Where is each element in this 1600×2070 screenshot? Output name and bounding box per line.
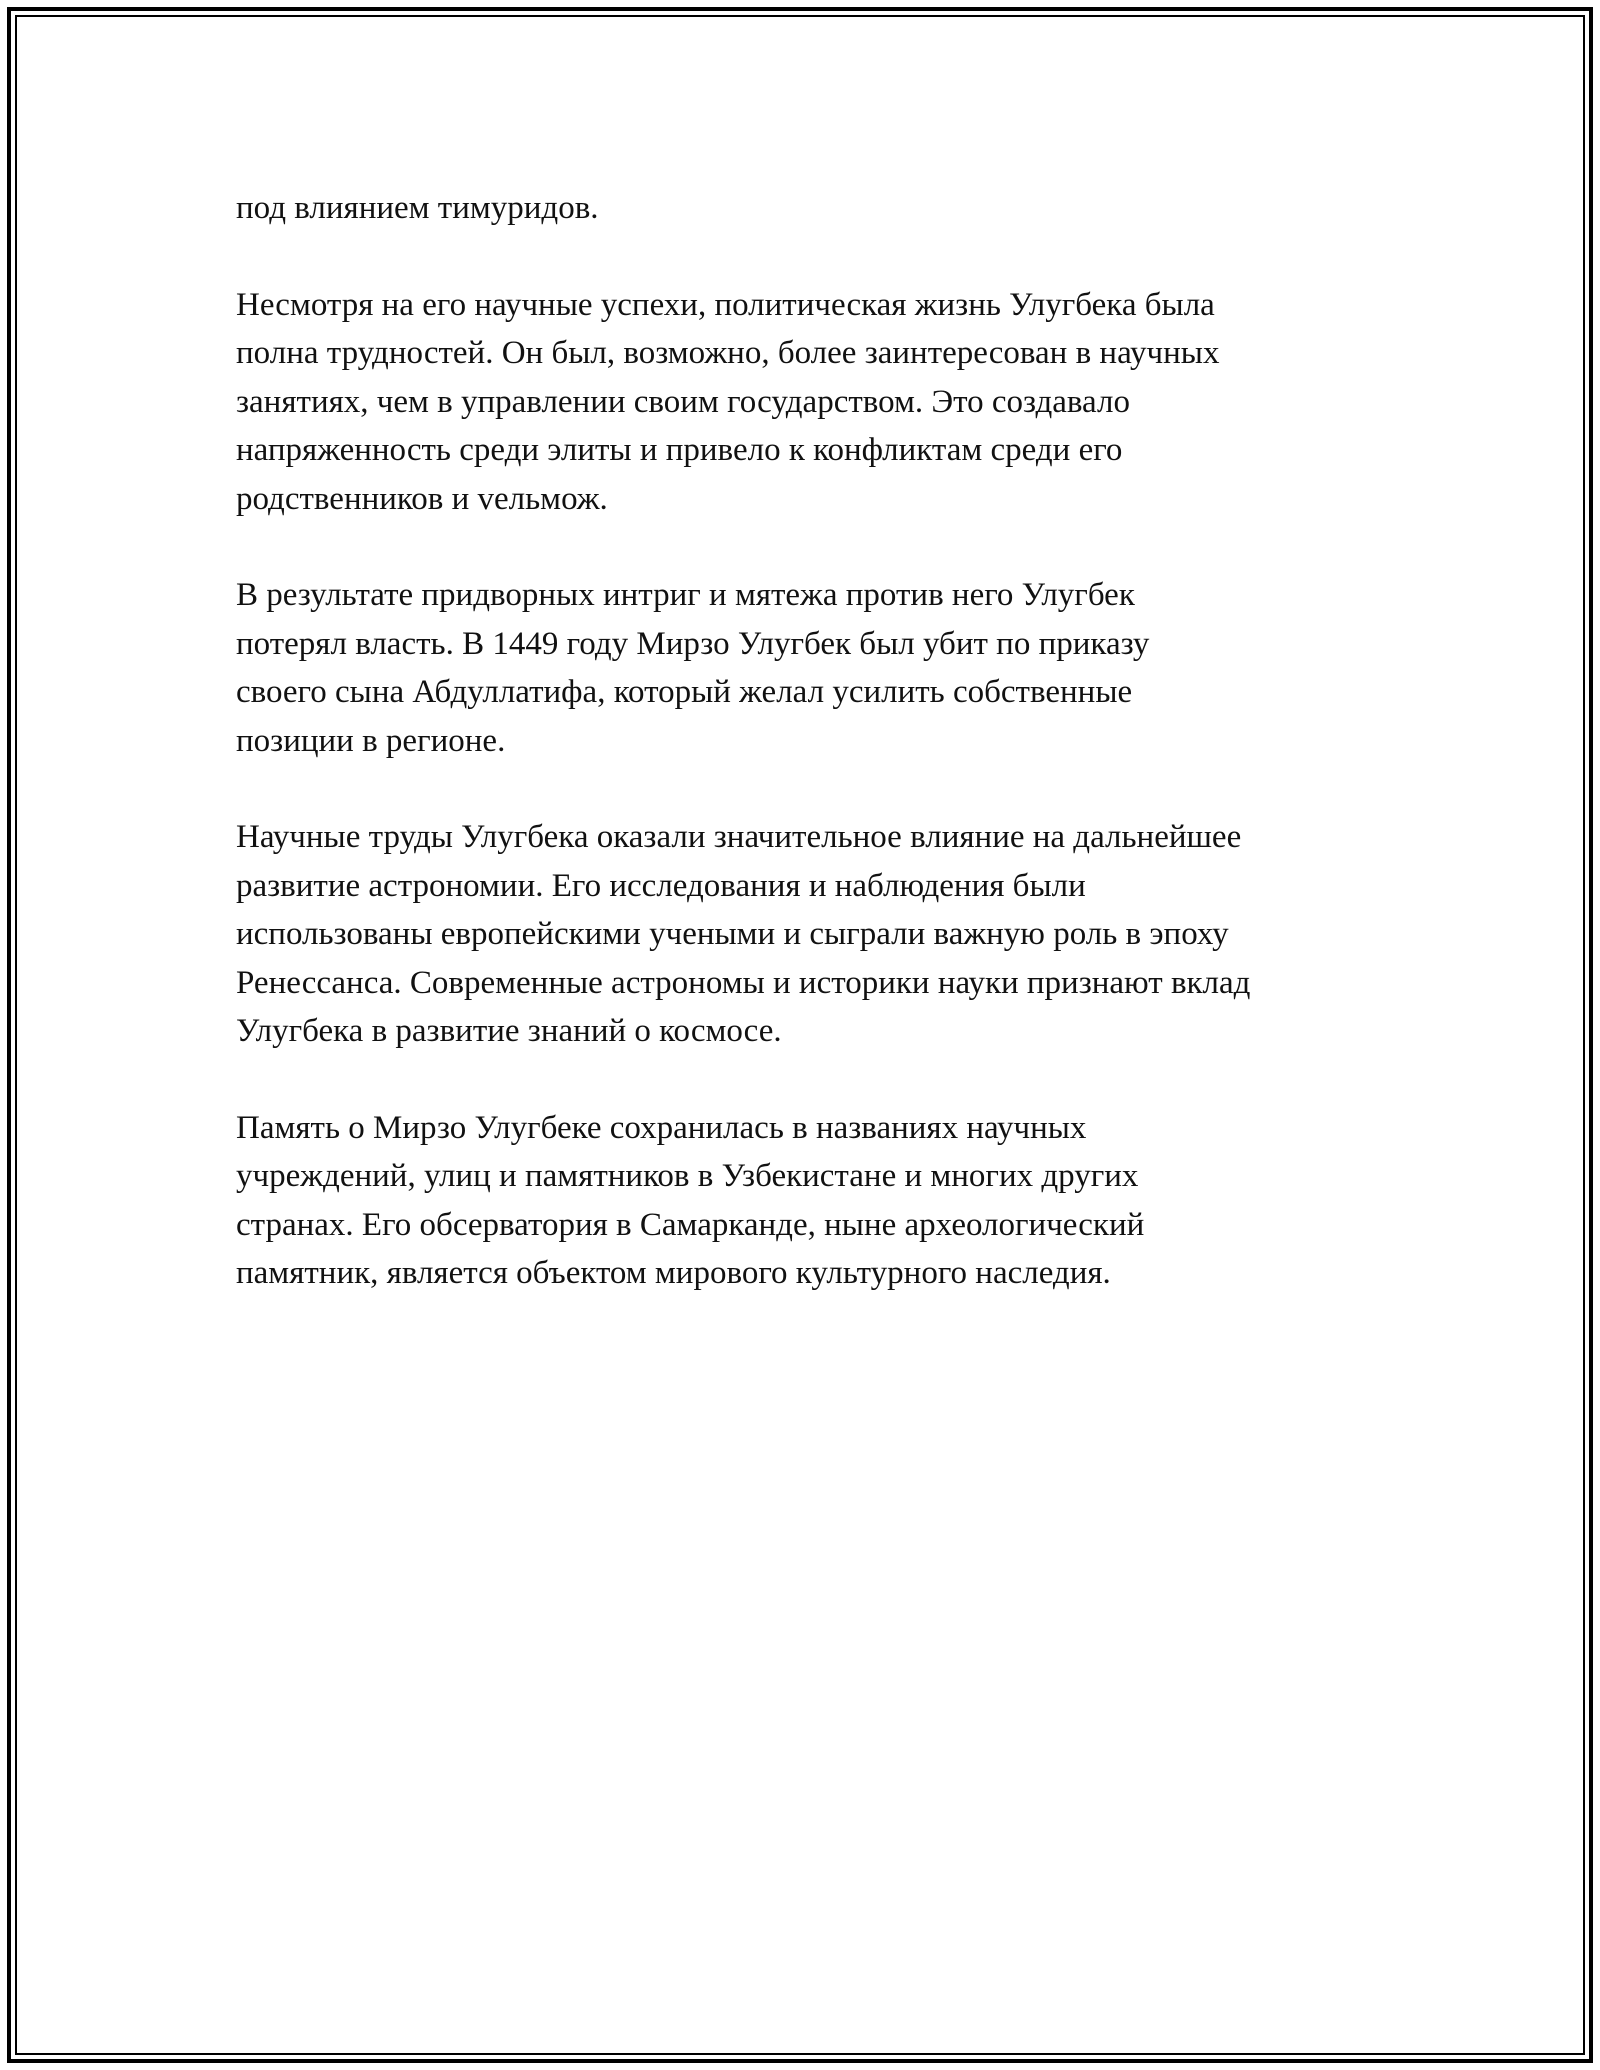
text-line: развитие астрономии. Его исследования и наблюдения были [236, 867, 1086, 904]
paragraph-4 [236, 813, 1386, 1056]
text-line: Память о Мирзо Улугбеке сохранилась в названиях научных [236, 1109, 1087, 1146]
text-line: учреждений, улиц и памятников в Узбекистане и многих других [236, 1158, 1139, 1194]
text-line: родственников и vельмож. [236, 480, 608, 517]
text-line: Улугбека в развитие знаний о космосе. [236, 1013, 782, 1049]
text-line: Несмотря на его научные успехи, политическая жизнь Улугбека была [236, 286, 1215, 323]
text-line: странах. Его обсерватория в Самарканде, ныне археологический [236, 1206, 1145, 1243]
text-line: Научные труды Улугбека оказали значительное влияние на дальнейшее [236, 819, 1242, 855]
paragraph-3 [236, 571, 1386, 765]
text-line: В результате придворных интриг и мятежа против него Улугбек [236, 577, 1135, 613]
text-line: полна трудностей. Он был, возможно, более заинтересован в научных [236, 335, 1220, 371]
text-line: позиции в регионе. [236, 722, 506, 759]
paragraph-2 [236, 281, 1386, 524]
paragraph-5 [236, 1104, 1386, 1298]
document-body [236, 184, 1386, 1346]
paragraph-1 [236, 184, 1386, 233]
text-line: занятиях, чем в управлении своим государством. Это создавало [236, 383, 1130, 420]
text-line: под влиянием тимуридов. [236, 190, 599, 226]
text-line: напряженность среди элиты и привело к конфликтам среди его [236, 432, 1123, 468]
text-line: использованы европейскими учеными и сыграли важную роль в эпоху [236, 916, 1229, 952]
text-line: своего сына Абдуллатифа, который желал усилить собственные [236, 674, 1133, 710]
text-line: потерял власть. В 1449 году Мирзо Улугбек был убит по приказу [236, 625, 1150, 662]
text-line: Ренессанса. Современные астрономы и историки науки признают вклад [236, 964, 1251, 1001]
text-line: памятник, является объектом мирового культурного наследия. [236, 1255, 1111, 1291]
